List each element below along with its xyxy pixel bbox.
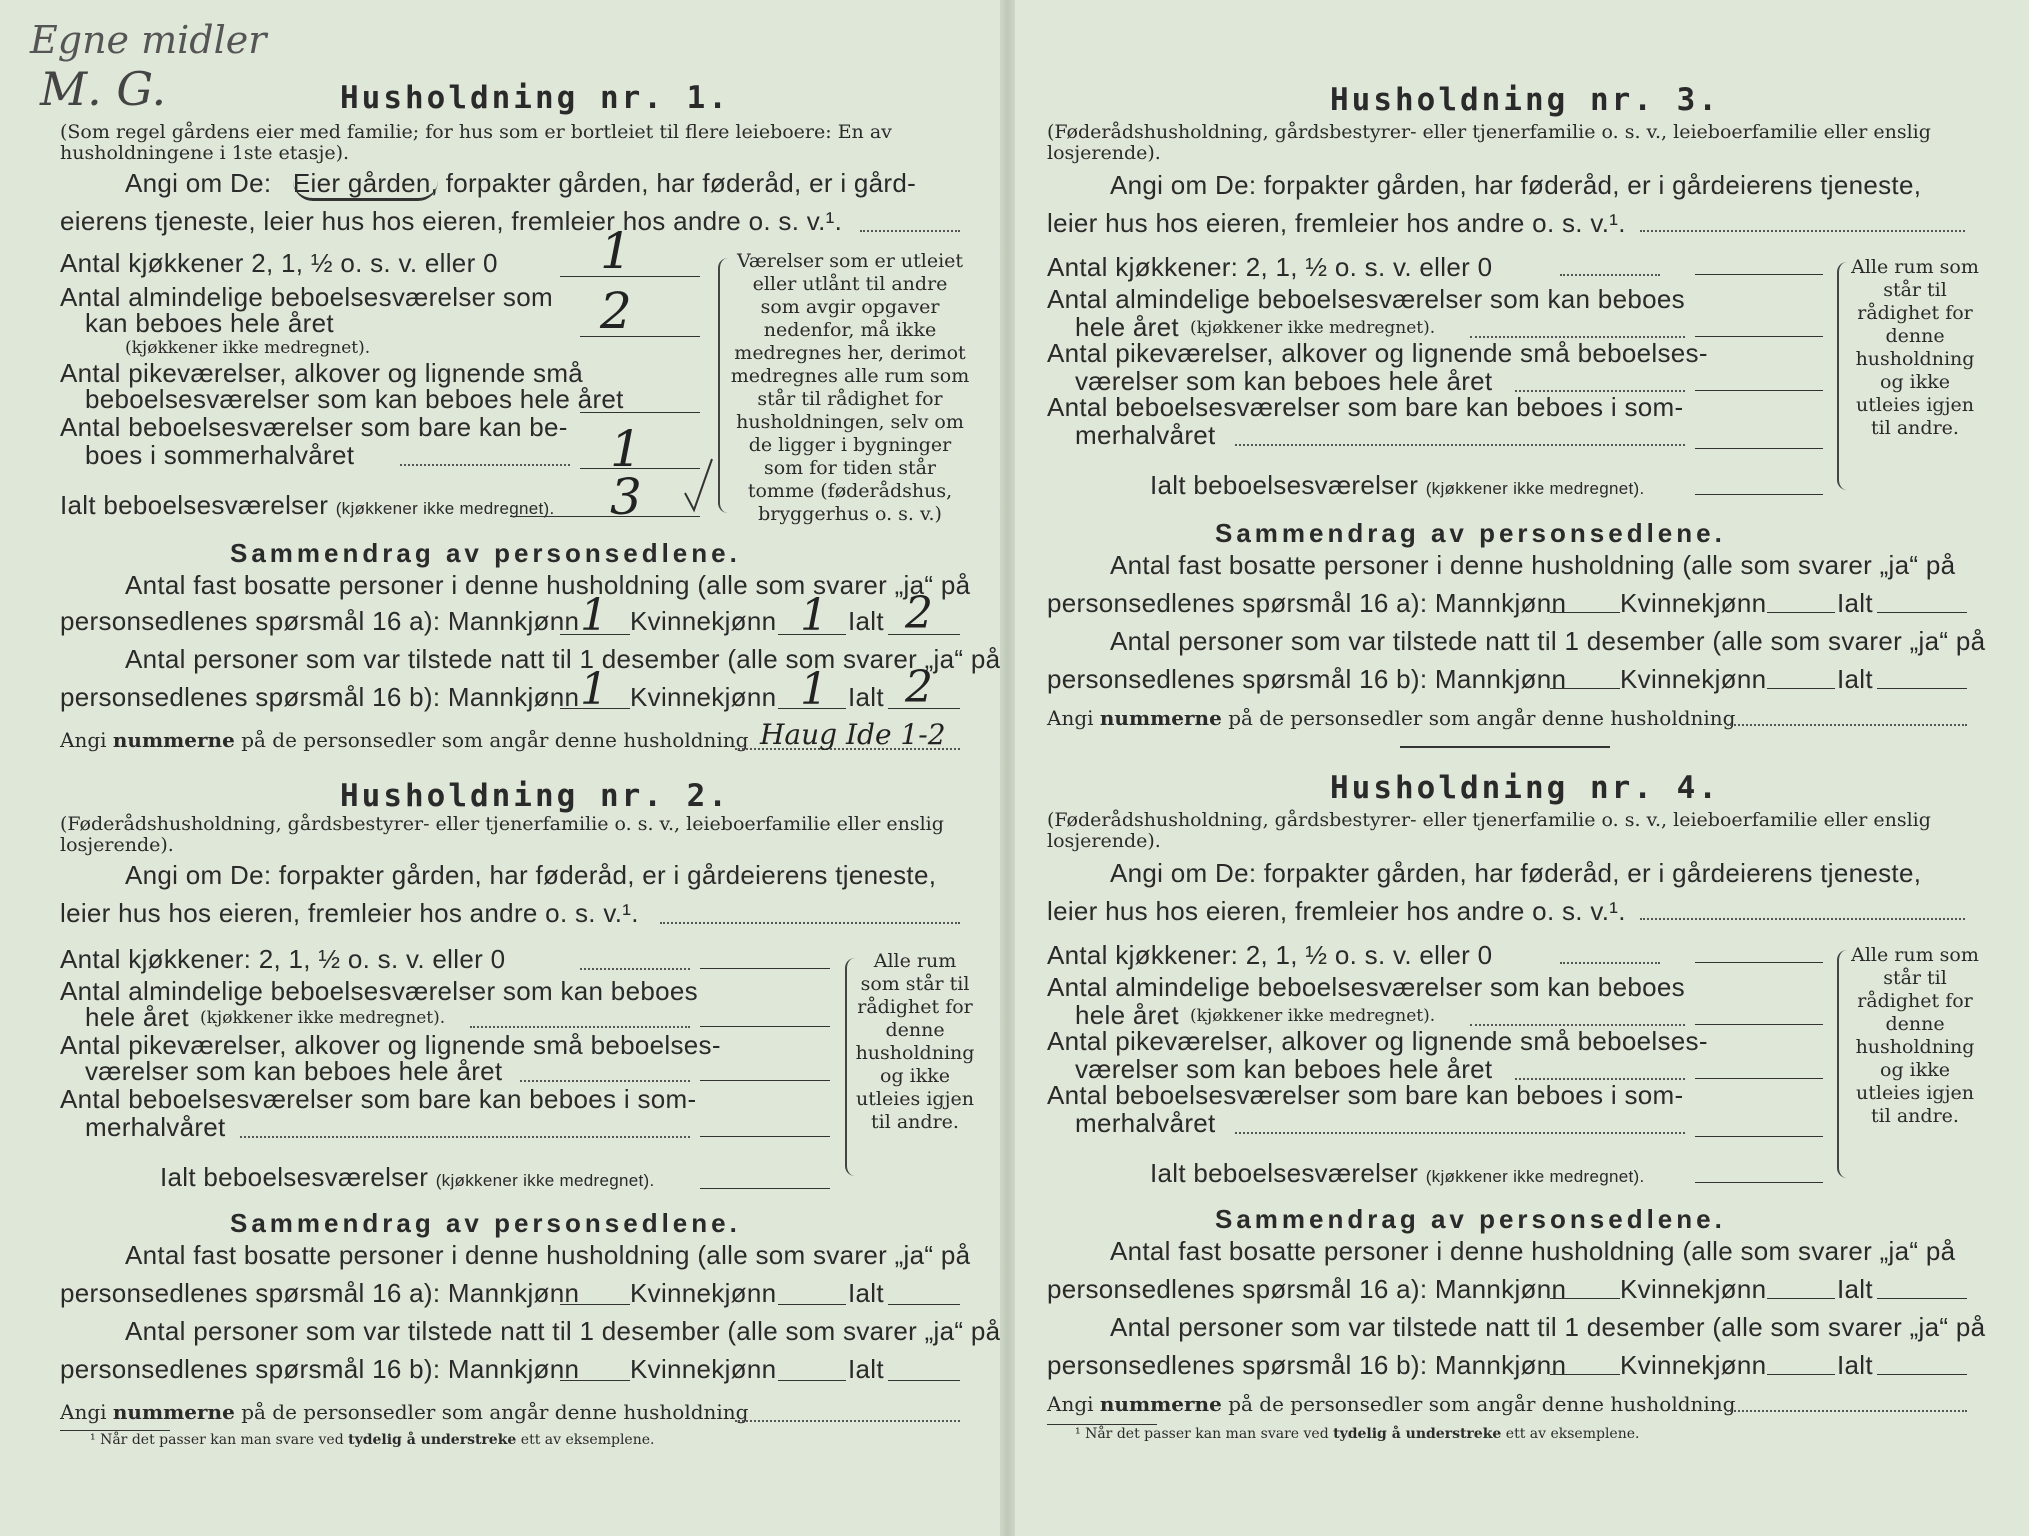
h3-16a-ialt-field[interactable] — [1877, 612, 1967, 613]
h2-pike-dots — [520, 1080, 690, 1082]
h3-nummerne-field[interactable] — [1727, 724, 1967, 726]
h4-ialt-row — [1150, 1158, 1645, 1189]
h1-summary-title: Sammendrag av personsedlene. — [230, 538, 741, 568]
h3-somm-field[interactable] — [1695, 448, 1823, 449]
h1-angi-line1 — [125, 168, 916, 199]
h4-somm-line2: merhalvåret — [1075, 1108, 1216, 1138]
h1-summary-16a-text: Antal fast bosatte personer i denne husholdning (alle som svarer „ja“ på — [125, 570, 971, 600]
h2-pike-line2: værelser som kan beboes hele året — [85, 1056, 503, 1086]
left-page — [0, 0, 1000, 1536]
h4-ialt-text: Ialt beboelsesværelser — [1150, 1158, 1419, 1188]
h3-alm-line2: hele året — [1075, 312, 1179, 342]
h1-ialt-text: Ialt beboelsesværelser — [60, 490, 329, 520]
left-footnote-b: tydelig å understreke — [348, 1432, 517, 1448]
h4-pike-field[interactable] — [1695, 1078, 1823, 1079]
h2-16b-kvinne-label: Kvinnekjønn — [630, 1354, 777, 1384]
h3-side-brace — [1837, 262, 1849, 490]
h2-ialt-text: Ialt beboelsesværelser — [160, 1162, 429, 1192]
h3-summary-16a-text: Antal fast bosatte personer i denne husholdning (alle som svarer „ja“ på — [1110, 550, 1956, 580]
h3-angi-line1: Angi om De: forpakter gården, har føderåd, er i gårdeierens tjeneste, — [1110, 170, 1922, 200]
h2-summary-16b-text: Antal personer som var tilstede natt til 1 desember (alle som svarer „ja“ på — [125, 1316, 1001, 1346]
h4-num-text: på de personsedler som angår denne husholdning — [1228, 1392, 1736, 1416]
h3-alm-field[interactable] — [1695, 336, 1823, 337]
h1-16b-label: personsedlenes spørsmål 16 b): Mannkjønn — [60, 682, 580, 712]
h3-pike-line1: Antal pikeværelser, alkover og lignende små beboelses- — [1047, 338, 1708, 368]
h1-kjokken-value: 1 — [600, 222, 632, 280]
h1-angi-fill — [860, 230, 960, 232]
left-footnote-c: ett av eksemplene. — [520, 1432, 655, 1448]
h4-16b-kvinne-field[interactable] — [1767, 1374, 1835, 1375]
right-page — [1015, 0, 2029, 1536]
h1-alm-field[interactable] — [580, 336, 700, 337]
h3-kjokken-label: Antal kjøkkener: 2, 1, ½ o. s. v. eller 0 — [1047, 252, 1493, 282]
h4-angi-field[interactable] — [1640, 918, 1965, 920]
h3-alm-note: (kjøkkener ikke medregnet). — [1190, 318, 1436, 338]
h1-16b-ialt-value: 2 — [905, 662, 933, 713]
h2-ialt-note: (kjøkkener ikke medregnet). — [435, 1171, 655, 1190]
h2-16a-mann-field[interactable] — [560, 1304, 630, 1305]
left-footnote-mark: ¹ — [90, 1432, 96, 1448]
h1-alm-line1: Antal almindelige beboelsesværelser som — [60, 282, 553, 312]
h1-summary-16a-row — [60, 606, 579, 637]
h3-16b-kvinne-field[interactable] — [1767, 688, 1835, 689]
h4-kjokken-field[interactable] — [1695, 962, 1823, 963]
h4-kjokken-label: Antal kjøkkener: 2, 1, ½ o. s. v. eller 0 — [1047, 940, 1493, 970]
h3-kjokken-field[interactable] — [1695, 274, 1823, 275]
h3-alm-line1: Antal almindelige beboelsesværelser som kan beboes — [1047, 284, 1685, 314]
right-footnote-mark: ¹ — [1075, 1426, 1081, 1442]
h2-nummerne-row — [60, 1400, 748, 1424]
h4-ialt-note: (kjøkkener ikke medregnet). — [1425, 1167, 1645, 1186]
h3-16b-mann-field[interactable] — [1550, 688, 1620, 689]
h1-16b-kvinne-value: 1 — [800, 664, 828, 715]
h4-16b-ialt-field[interactable] — [1877, 1374, 1967, 1375]
h1-ialt-note: (kjøkkener ikke medregnet). — [335, 499, 555, 518]
h3-16a-label: personsedlenes spørsmål 16 a): Mannkjønn — [1047, 588, 1567, 618]
h2-16a-ialt-field[interactable] — [888, 1304, 960, 1305]
h4-kjokken-dots — [1560, 962, 1660, 964]
h2-ialt-field[interactable] — [700, 1188, 830, 1189]
h1-num-text: på de personsedler som angår denne husholdning — [241, 728, 749, 752]
h1-nummerne-value: Haug Ide 1-2 — [760, 718, 946, 751]
h4-side-note: Alle rum som står til rådighet for denne husholdning og ikke utleies igjen til andre. — [1851, 944, 1979, 1127]
h4-16b-ialt-label: Ialt — [1837, 1350, 1873, 1380]
h4-pike-line1: Antal pikeværelser, alkover og lignende små beboelses- — [1047, 1026, 1708, 1056]
h4-note: (Føderådshusholdning, gårdsbestyrer- eller tjenerfamilie o. s. v., leieboerfamilie eller enslig losjerende). — [1047, 809, 1931, 852]
h2-title: Husholdning nr. 2. — [340, 778, 730, 814]
h4-angi-line2: leier hus hos eieren, fremleier hos andre o. s. v.¹. — [1047, 896, 1626, 926]
h2-16a-kvinne-label: Kvinnekjønn — [630, 1278, 777, 1308]
left-footnote — [90, 1432, 654, 1448]
h3-16a-kvinne-field[interactable] — [1767, 612, 1835, 613]
h1-16b-mann-value: 1 — [580, 664, 608, 715]
h1-alm-note: (kjøkkener ikke medregnet). — [125, 338, 371, 358]
h4-16a-label: personsedlenes spørsmål 16 a): Mannkjønn — [1047, 1274, 1567, 1304]
h3-ialt-row — [1150, 470, 1645, 501]
h1-alm-line2: kan beboes hele året — [85, 308, 334, 338]
h1-16b-kvinne-label: Kvinnekjønn — [630, 682, 777, 712]
h2-somm-line1: Antal beboelsesværelser som bare kan beboes i som- — [60, 1084, 697, 1114]
h3-ialt-note: (kjøkkener ikke medregnet). — [1425, 479, 1645, 498]
h3-side-note: Alle rum som står til rådighet for denne husholdning og ikke utleies igjen til andre. — [1851, 256, 1979, 439]
h1-16b-ialt-label: Ialt — [848, 682, 884, 712]
h1-num-keyword: nummerne — [112, 728, 235, 752]
h4-title: Husholdning nr. 4. — [1330, 770, 1720, 806]
h2-alm-line2: hele året — [85, 1002, 189, 1032]
h3-ialt-field[interactable] — [1695, 494, 1823, 495]
h2-alm-dots — [470, 1026, 690, 1028]
h3-note: (Føderådshusholdning, gårdsbestyrer- eller tjenerfamilie o. s. v., leieboerfamilie eller enslig losjerende). — [1047, 121, 1931, 164]
h1-ialt-label — [60, 490, 555, 521]
h1-somm-line2: boes i sommerhalvåret — [85, 440, 355, 470]
h3-16a-ialt-label: Ialt — [1837, 588, 1873, 618]
h2-16a-kvinne-field[interactable] — [778, 1304, 846, 1305]
h2-16a-label: personsedlenes spørsmål 16 a): Mannkjønn — [60, 1278, 580, 1308]
h1-side-note: Værelser som er utleiet eller utlånt til andre som avgir opgaver nedenfor, må ikke medregnes her, derimot medregnes alle rum som står til rådighet for husholdningen, selv om de ligger i bygninger som for tiden står tomme (føderådshus, bryggerhus o. s. v.) — [730, 250, 970, 525]
h1-checkmark-icon — [680, 455, 720, 515]
h2-pike-field[interactable] — [700, 1080, 830, 1081]
h2-16b-ialt-label: Ialt — [848, 1354, 884, 1384]
h4-somm-field[interactable] — [1695, 1136, 1823, 1137]
right-footnote — [1075, 1426, 1639, 1442]
h2-16b-kvinne-field[interactable] — [778, 1380, 846, 1381]
h2-16a-ialt-label: Ialt — [848, 1278, 884, 1308]
h2-angi-field[interactable] — [660, 922, 960, 924]
h4-side-brace — [1837, 950, 1849, 1178]
h2-num-keyword: nummerne — [112, 1400, 235, 1424]
h2-16b-ialt-field[interactable] — [888, 1380, 960, 1381]
h3-16b-ialt-label: Ialt — [1837, 664, 1873, 694]
h2-side-note: Alle rum som står til rådighet for denne husholdning og ikke utleies igjen til andre. — [855, 950, 975, 1133]
page-fold — [1000, 0, 1015, 1536]
h2-nummerne-field[interactable] — [735, 1420, 960, 1422]
h3-num-keyword: nummerne — [1099, 706, 1222, 730]
h1-somm-line1: Antal beboelsesværelser som bare kan be- — [60, 412, 568, 442]
h1-eier-option: Eier gården, — [293, 168, 438, 201]
h1-16a-kvinne-value: 1 — [800, 590, 828, 641]
h3-16a-mann-field[interactable] — [1550, 612, 1620, 613]
h3-16b-label: personsedlenes spørsmål 16 b): Mannkjønn — [1047, 664, 1567, 694]
h4-nummerne-row — [1047, 1392, 1735, 1416]
h1-16a-ialt-label: Ialt — [848, 606, 884, 636]
h3-somm-dots — [1235, 444, 1685, 446]
h1-nummerne-row — [60, 728, 748, 752]
h2-16b-label: personsedlenes spørsmål 16 b): Mannkjønn — [60, 1354, 580, 1384]
h1-pike-line2: beboelsesværelser som kan beboes hele året — [85, 384, 624, 414]
h1-angi-line2: eierens tjeneste, leier hus hos eieren, fremleier hos andre o. s. v.¹. — [60, 206, 843, 236]
h1-kjokken-label: Antal kjøkkener 2, 1, ½ o. s. v. eller 0 — [60, 248, 498, 278]
h1-ialt-value: 3 — [610, 468, 642, 526]
h2-note: (Føderådshusholdning, gårdsbestyrer- eller tjenerfamilie o. s. v., leieboerfamilie eller enslig losjerende). — [60, 813, 944, 856]
h1-somm-dots — [400, 464, 570, 466]
h4-ialt-field[interactable] — [1695, 1182, 1823, 1183]
h2-kjokken-label: Antal kjøkkener: 2, 1, ½ o. s. v. eller 0 — [60, 944, 506, 974]
h2-16b-mann-field[interactable] — [560, 1380, 630, 1381]
h2-somm-line2: merhalvåret — [85, 1112, 226, 1142]
h4-alm-field[interactable] — [1695, 1024, 1823, 1025]
h3-h4-separator — [1400, 746, 1610, 748]
h3-nummerne-row — [1047, 706, 1735, 730]
h1-alm-value: 2 — [600, 282, 632, 340]
right-footnote-a: Når det passer kan man svare ved — [1085, 1426, 1329, 1442]
h4-summary-16a-text: Antal fast bosatte personer i denne husholdning (alle som svarer „ja“ på — [1110, 1236, 1956, 1266]
h3-summary-16b-text: Antal personer som var tilstede natt til 1 desember (alle som svarer „ja“ på — [1110, 626, 1986, 656]
h2-kjokken-field[interactable] — [700, 968, 830, 969]
handwritten-note-top: Egne midler — [30, 18, 267, 62]
h1-note: (Som regel gårdens eier med familie; for hus som er bortleiet til flere leieboere: En av husholdningene i 1ste etasje). — [60, 121, 892, 164]
handwritten-initials: M. G. — [40, 62, 167, 116]
h1-num-angi: Angi — [60, 728, 107, 752]
h4-num-keyword: nummerne — [1099, 1392, 1222, 1416]
h4-16a-mann-field[interactable] — [1550, 1298, 1620, 1299]
h4-alm-line2: hele året — [1075, 1000, 1179, 1030]
h2-alm-note: (kjøkkener ikke medregnet). — [200, 1008, 446, 1028]
h3-angi-field[interactable] — [1640, 230, 1965, 232]
h3-16b-ialt-field[interactable] — [1877, 688, 1967, 689]
h1-pike-field[interactable] — [580, 412, 700, 413]
h3-16b-kvinne-label: Kvinnekjønn — [1620, 664, 1767, 694]
h4-summary-16b-text: Antal personer som var tilstede natt til 1 desember (alle som svarer „ja“ på — [1110, 1312, 1986, 1342]
h3-pike-field[interactable] — [1695, 390, 1823, 391]
left-footnote-rule — [60, 1430, 170, 1431]
right-footnote-c: ett av eksemplene. — [1505, 1426, 1640, 1442]
h2-ialt-row — [160, 1162, 655, 1193]
right-footnote-rule — [1047, 1424, 1157, 1425]
h2-angi-line1: Angi om De: forpakter gården, har føderåd, er i gårdeierens tjeneste, — [125, 860, 937, 890]
h1-pike-line1: Antal pikeværelser, alkover og lignende små — [60, 358, 584, 388]
h4-alm-line1: Antal almindelige beboelsesværelser som kan beboes — [1047, 972, 1685, 1002]
h3-summary-title: Sammendrag av personsedlene. — [1215, 518, 1726, 548]
h3-pike-line2: værelser som kan beboes hele året — [1075, 366, 1493, 396]
h2-summary-title: Sammendrag av personsedlene. — [230, 1208, 741, 1238]
h1-16a-kvinne-label: Kvinnekjønn — [630, 606, 777, 636]
h1-title: Husholdning nr. 1. — [340, 80, 730, 116]
h4-nummerne-field[interactable] — [1727, 1410, 1967, 1412]
h2-alm-line1: Antal almindelige beboelsesværelser som kan beboes — [60, 976, 698, 1006]
h2-somm-dots — [240, 1136, 690, 1138]
h3-somm-line2: merhalvåret — [1075, 420, 1216, 450]
h1-ialt-field[interactable] — [510, 516, 700, 517]
h3-16a-kvinne-label: Kvinnekjønn — [1620, 588, 1767, 618]
h3-num-text: på de personsedler som angår denne husholdning — [1228, 706, 1736, 730]
h1-summary-16b-row — [60, 682, 579, 713]
h4-angi-line1: Angi om De: forpakter gården, har føderåd, er i gårdeierens tjeneste, — [1110, 858, 1922, 888]
h2-pike-line1: Antal pikeværelser, alkover og lignende små beboelses- — [60, 1030, 721, 1060]
h1-16a-label: personsedlenes spørsmål 16 a): Mannkjønn — [60, 606, 580, 636]
h4-pike-line2: værelser som kan beboes hele året — [1075, 1054, 1493, 1084]
h3-somm-line1: Antal beboelsesværelser som bare kan beboes i som- — [1047, 392, 1684, 422]
h3-num-angi: Angi — [1047, 706, 1094, 730]
h4-16a-kvinne-label: Kvinnekjønn — [1620, 1274, 1767, 1304]
h1-16a-ialt-value: 2 — [905, 588, 933, 639]
h4-somm-dots — [1235, 1132, 1685, 1134]
h4-summary-title: Sammendrag av personsedlene. — [1215, 1204, 1726, 1234]
h1-somm-value: 1 — [610, 420, 642, 478]
h3-ialt-text: Ialt beboelsesværelser — [1150, 470, 1419, 500]
h2-angi-line2: leier hus hos eieren, fremleier hos andre o. s. v.¹. — [60, 898, 639, 928]
h3-title: Husholdning nr. 3. — [1330, 82, 1720, 118]
h2-num-angi: Angi — [60, 1400, 107, 1424]
h4-alm-note: (kjøkkener ikke medregnet). — [1190, 1006, 1436, 1026]
h2-somm-field[interactable] — [700, 1136, 830, 1137]
left-footnote-a: Når det passer kan man svare ved — [100, 1432, 344, 1448]
h3-kjokken-dots — [1560, 274, 1660, 276]
h4-16a-kvinne-field[interactable] — [1767, 1298, 1835, 1299]
h2-alm-field[interactable] — [700, 1026, 830, 1027]
h4-16b-kvinne-label: Kvinnekjønn — [1620, 1350, 1767, 1380]
h1-angi-label: Angi om De: — [125, 168, 272, 198]
h4-somm-line1: Antal beboelsesværelser som bare kan beboes i som- — [1047, 1080, 1684, 1110]
h4-16a-ialt-field[interactable] — [1877, 1298, 1967, 1299]
right-footnote-b: tydelig å understreke — [1333, 1426, 1502, 1442]
h1-16a-mann-value: 1 — [580, 590, 608, 641]
h1-summary-16b-text: Antal personer som var tilstede natt til 1 desember (alle som svarer „ja“ på — [125, 644, 1001, 674]
h2-num-text: på de personsedler som angår denne husholdning — [241, 1400, 749, 1424]
h4-16b-mann-field[interactable] — [1550, 1374, 1620, 1375]
h1-angi-rest: forpakter gården, har føderåd, er i gård- — [445, 168, 917, 198]
h4-16b-label: personsedlenes spørsmål 16 b): Mannkjønn — [1047, 1350, 1567, 1380]
h4-num-angi: Angi — [1047, 1392, 1094, 1416]
h2-summary-16a-text: Antal fast bosatte personer i denne husholdning (alle som svarer „ja“ på — [125, 1240, 971, 1270]
h4-16a-ialt-label: Ialt — [1837, 1274, 1873, 1304]
h1-side-brace — [718, 258, 730, 513]
h3-angi-line2: leier hus hos eieren, fremleier hos andre o. s. v.¹. — [1047, 208, 1626, 238]
h2-kjokken-dots — [580, 968, 690, 970]
